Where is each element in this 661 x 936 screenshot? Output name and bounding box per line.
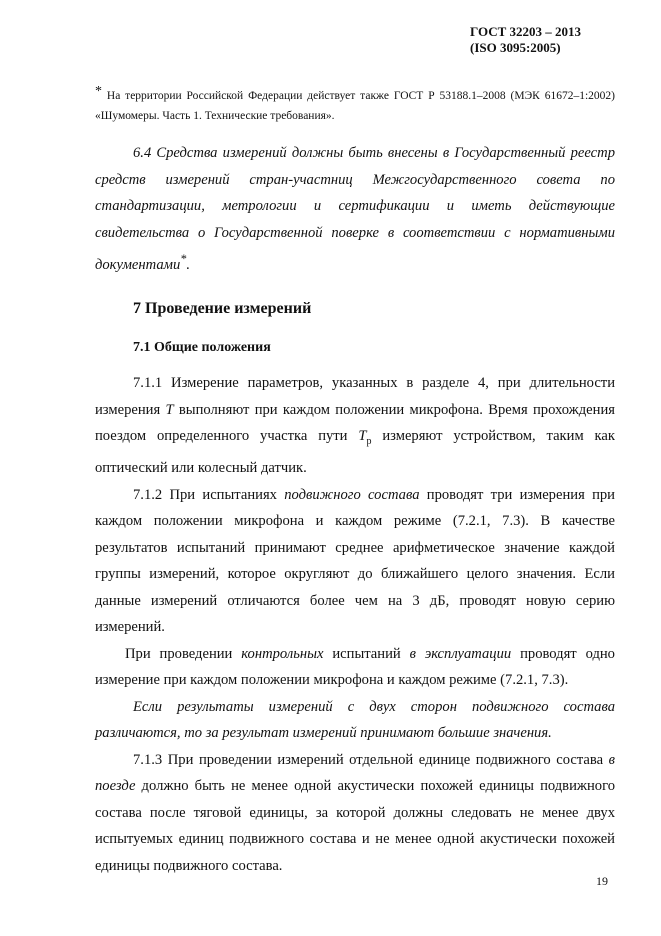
clause-7-1-3: 7.1.3 При проведении измерений отдельной единице подвижного состава в поезде должно быть не менее одной акустически похожей единицы подвижного состава после тяговой единицы, за которой должны следовать не менее двух испытуемых единиц подвижного состава и не менее одной акустически похожей единицы подвижного состава. bbox=[95, 751, 615, 874]
symbol-Tp: T bbox=[358, 428, 367, 444]
symbol-Tp-subscript: p bbox=[366, 435, 372, 447]
standard-iso-reference: (ISO 3095:2005) bbox=[470, 40, 561, 55]
standard-number: ГОСТ 32203 – 2013 bbox=[470, 24, 582, 39]
clause-7-1-2: 7.1.2 При испытаниях подвижного состава проводят три измерения при каждом положении микрофона и каждом режиме (7.2.1, 7.3). В качестве результатов испытаний принимают среднее арифметическое значение каждой группы измерений, которое округляют до ближайшего целого значения. Если данные измерений отличаются более чем на 3 дБ, проводят новую серию измерений. bbox=[95, 486, 615, 636]
footnote bbox=[95, 82, 615, 126]
footnote-mark: * bbox=[95, 84, 102, 99]
clause-6-4 bbox=[95, 140, 615, 278]
footnote-text: На территории Российской Федерации действует также ГОСТ Р 53188.1–2008 (МЭК 61672–1:2002) «Шумомеры. Часть 1. Технические требования». bbox=[95, 90, 615, 122]
page-number: 19 bbox=[596, 874, 608, 888]
control-test-paragraph: При проведении контрольных испытаний в эксплуатации проводят одно измерение при каждом положении микрофона и каждом режиме (7.2.1, 7.3). bbox=[95, 645, 615, 689]
results-note: Если результаты измерений с двух сторон подвижного состава различаются, то за результат измерений принимают большие значения. bbox=[95, 698, 615, 742]
symbol-T: T bbox=[165, 401, 174, 418]
document-header bbox=[470, 24, 581, 56]
section-7-1-title: 7.1 Общие положения bbox=[133, 340, 271, 355]
body-text bbox=[95, 370, 615, 879]
section-7-title: 7 Проведение измерений bbox=[133, 300, 312, 317]
clause-6-4-end: . bbox=[186, 256, 191, 273]
clause-7-1-1: 7.1.1 Измерение параметров, указанных в разделе 4, при длительности измерения T выполняют при каждом положении микрофона. Время прохождения поездом определенного участка пути $T_p$ измеряют устройством, таким как оптический или колесный датчик. bbox=[95, 375, 615, 477]
clause-6-4-text: 6.4 Средства измерений должны быть внесены в Государственный реестр средств измерений стран-участниц Межгосударственного совета по стандартизации, метрологии и сертификации и иметь действующие свидетельства о Государственной поверке в соответствии с нормативными документами bbox=[95, 145, 615, 273]
clause-6-4-footnote-mark: * bbox=[180, 252, 187, 266]
